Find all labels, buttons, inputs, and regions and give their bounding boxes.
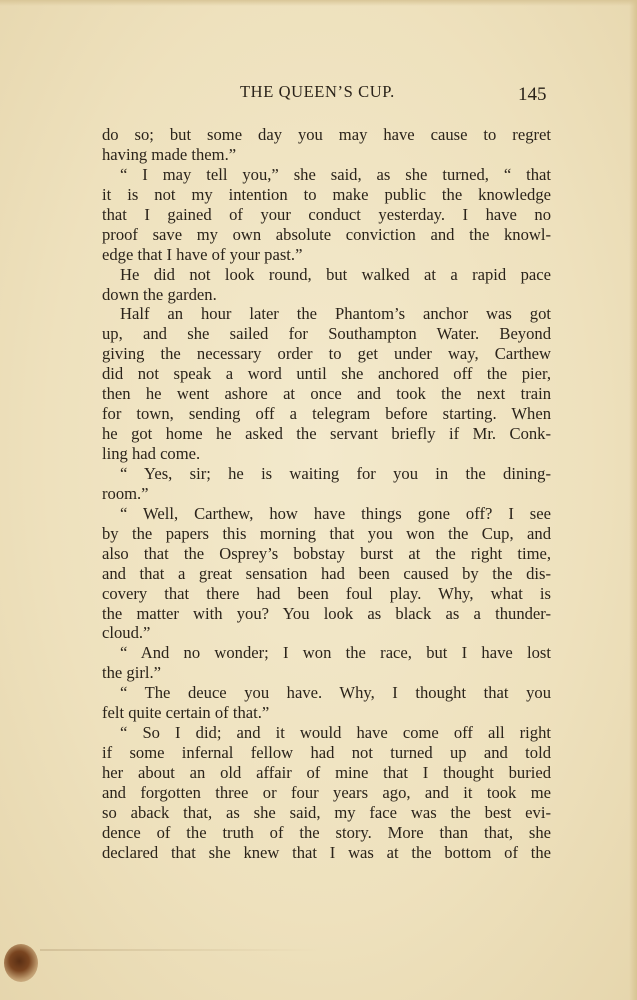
- text-line: proof save my own absolute conviction and the knowl-: [102, 224, 551, 244]
- text-line: cloud.”: [102, 623, 151, 643]
- body-text: [102, 125, 551, 863]
- text-line: ling had come.: [102, 444, 201, 463]
- text-line: “ So I did; and it would have come off all right: [120, 723, 551, 743]
- text-line: also that the Osprey’s bobstay burst at the right time,: [102, 543, 551, 563]
- text-line: giving the necessary order to get under way, Carthew: [102, 344, 551, 364]
- text-line: “ And no wonder; I won the race, but I have lost: [120, 643, 551, 663]
- text-line: declared that she knew that I was at the bottom of the: [102, 842, 551, 862]
- text-line: felt quite certain of that.”: [102, 703, 270, 723]
- text-line: and forgotten three or four years ago, and it took me: [102, 782, 551, 802]
- text-line: did not speak a word until she anchored off the pier,: [102, 364, 551, 384]
- text-line: her about an old affair of mine that I thought buried: [102, 763, 551, 782]
- text-line: He did not look round, but walked at a rapid pace: [120, 264, 551, 284]
- text-line: having made them.”: [102, 144, 237, 164]
- text-line: dence of the truth of the story. More than that, she: [102, 822, 551, 842]
- text-line: room.”: [102, 483, 149, 503]
- text-line: that I gained of your conduct yesterday. I have no: [102, 204, 551, 224]
- page-number: 145: [518, 84, 547, 105]
- text-line: up, and she sailed for Southampton Water. Beyond: [102, 324, 551, 344]
- text-line: the girl.”: [102, 663, 161, 683]
- page-top-edge: [0, 0, 637, 6]
- text-line: the matter with you? You look as black as a thunder-: [102, 603, 551, 623]
- text-line: then he went ashore at once and took the next train: [102, 384, 551, 404]
- text-line: “ I may tell you,” she said, as she turned, “ that: [120, 164, 551, 184]
- text-line: by the papers this morning that you won the Cup, and: [102, 523, 551, 543]
- page-right-edge: [629, 0, 637, 1000]
- text-line: he got home he asked the servant briefly if Mr. Conk-: [102, 424, 551, 444]
- running-title: THE QUEEN’S CUP.: [240, 82, 395, 101]
- text-line: and that a great sensation had been caused by the dis-: [102, 563, 551, 583]
- text-line: for town, sending off a telegram before starting. When: [102, 404, 551, 424]
- text-line: it is not my intention to make public the knowledge: [102, 184, 551, 204]
- text-line: edge that I have of your past.”: [102, 244, 303, 264]
- text-line: “ Yes, sir; he is waiting for you in the dining-: [120, 463, 551, 483]
- text-line: so aback that, as she said, my face was the best evi-: [102, 802, 551, 822]
- ink-stain: [4, 944, 38, 982]
- text-line: Half an hour later the Phantom’s anchor was got: [120, 304, 551, 324]
- text-line: “ Well, Carthew, how have things gone off? I see: [120, 503, 551, 523]
- text-line: “ The deuce you have. Why, I thought that you: [120, 683, 551, 703]
- text-line: do so; but some day you may have cause to regret: [102, 125, 551, 144]
- bottom-shadow-line: [40, 949, 320, 951]
- text-line: covery that there had been foul play. Why, what is: [102, 583, 551, 603]
- text-line: if some infernal fellow had not turned up and told: [102, 743, 551, 763]
- text-line: down the garden.: [102, 284, 217, 304]
